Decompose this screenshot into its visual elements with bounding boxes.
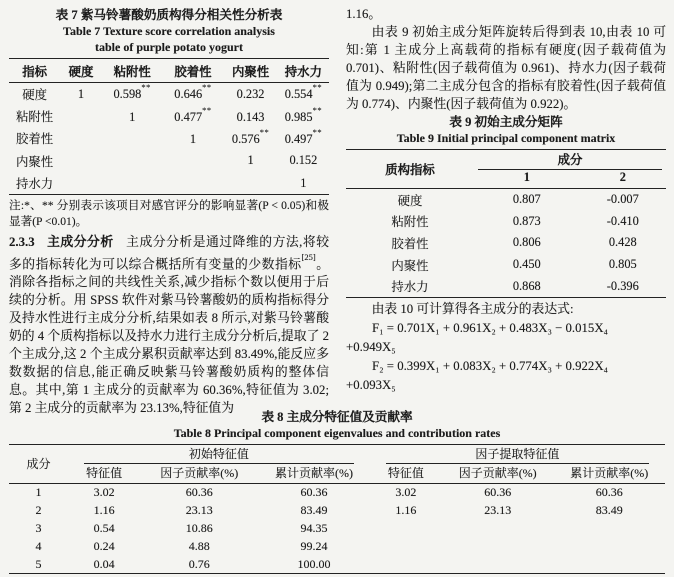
row-label: 4 xyxy=(35,538,42,553)
cell-value: 1 xyxy=(189,132,197,146)
row-label: 胶着性 xyxy=(16,132,54,147)
table-row xyxy=(346,232,666,254)
table-row xyxy=(9,484,665,502)
table7-caption-cn: 表 7 紫马铃薯酸奶质构得分相关性分析表 xyxy=(55,8,283,22)
cell-value: 0.04 xyxy=(93,556,115,571)
carryover-line: 1.16。 xyxy=(346,7,382,21)
cell-value xyxy=(60,105,102,127)
cell-value: -0.410 xyxy=(606,213,639,228)
cell-value xyxy=(60,150,102,172)
cell-value: 60.36 xyxy=(185,485,213,500)
cell-value: 0.497** xyxy=(284,126,323,146)
table9-caption-en: Table 9 Initial principal component matrix xyxy=(396,131,616,146)
cell-value xyxy=(553,537,665,555)
cell-value xyxy=(553,555,665,573)
cell-value xyxy=(370,537,442,555)
row-label: 硬度 xyxy=(397,193,423,208)
cell-value: 0.868 xyxy=(512,278,541,293)
table8-caption-en: Table 8 Principal component eigenvalues and contribution rates xyxy=(173,426,501,440)
column-header: 硬度 xyxy=(60,59,102,83)
cell-value: 100.00 xyxy=(297,556,331,571)
column-header: 成分 xyxy=(9,444,68,484)
significance-mark: ** xyxy=(312,82,323,93)
significance-mark: ** xyxy=(312,126,323,137)
cell-value: 0.806 xyxy=(512,235,541,250)
group-header-initial: 初始特征值 xyxy=(68,444,370,464)
section-number: 2.3.3 xyxy=(9,235,35,250)
table-row xyxy=(346,254,666,276)
table8-section xyxy=(9,409,665,574)
row-label: 5 xyxy=(35,556,42,571)
table9-caption-cn: 表 9 初始主成分矩阵 xyxy=(449,115,563,130)
table8-eigenvalues xyxy=(9,444,665,574)
table7-correlation xyxy=(9,58,329,195)
row-label: 粘附性 xyxy=(16,110,54,125)
column-header: 特征值 xyxy=(370,464,442,484)
cell-value: 83.49 xyxy=(300,503,328,518)
table-row xyxy=(9,502,665,520)
cell-value: 1.16 xyxy=(93,503,115,518)
row-label: 3 xyxy=(35,520,42,535)
column-header: 累计贡献率(%) xyxy=(553,464,665,484)
right-paragraph: 由表 9 初始主成分矩阵旋转后得到表 10,由表 10 可知:第 1 主成分上高载荷的指标有硬度(因子载荷值为 0.701)、粘附性(因子载荷值为 0.961)、持水力(因子载荷值为 0.949);第二主成分包含的指标有胶着性(因子载荷值为 0.774)、内聚性(因子载荷值为 0.922)。 xyxy=(346,24,666,111)
cell-value xyxy=(102,127,163,149)
cell-value: 0.598** xyxy=(113,82,151,102)
row-label: 持水力 xyxy=(16,177,54,192)
cell-value: -0.007 xyxy=(606,192,639,207)
cell-value: 3.02 xyxy=(395,485,417,500)
row-label: 内聚性 xyxy=(16,154,54,169)
group-header-extracted: 因子提取特征值 xyxy=(370,444,665,464)
table-row xyxy=(346,188,666,210)
column-header: 内聚性 xyxy=(223,59,277,83)
cell-value: 0.24 xyxy=(93,538,115,553)
row-label: 胶着性 xyxy=(391,236,429,251)
table8-caption-cn: 表 8 主成分特征值及贡献率 xyxy=(261,410,413,424)
cell-value: 4.88 xyxy=(188,538,210,553)
column-header: 因子贡献率(%) xyxy=(140,464,258,484)
cell-value: 60.36 xyxy=(595,485,623,500)
cell-value: 23.13 xyxy=(185,503,213,518)
cell-value: 0.554** xyxy=(284,82,323,102)
section-text: 。消除各指标之间的共线性关系,减少指标个数以便用于后续的分析。用 SPSS 软件对紫马铃薯酸奶的质构指标得分及持水性进行主成分分析,结果如表 8 所示,对紫马铃薯酸奶的 4 个质构指标以及持水力进行主成分分析后,提取了 2 个主成分,这 2 个主成分累积贡献率达到 83.49%,能反应多数数据的信息,能正确反映紫马铃薯酸奶质构的整体信息。其中,第 1 主成分的贡献率为 60.36%,特征值为 3.02;第 2 主成分的贡献率为 23.13%,特征值为 xyxy=(9,257,329,415)
row-label: 1 xyxy=(35,485,42,500)
column-header: 质构指标 xyxy=(346,149,474,188)
cell-value xyxy=(102,172,163,195)
cell-value xyxy=(553,520,665,538)
column-header: 累计贡献率(%) xyxy=(258,464,370,484)
table8-subheader-row xyxy=(9,464,665,484)
left-column xyxy=(9,6,330,415)
cell-value xyxy=(223,172,277,195)
cell-value: 1 xyxy=(300,175,307,190)
cell-value: 99.24 xyxy=(300,538,328,553)
table-row xyxy=(9,537,665,555)
significance-mark: ** xyxy=(202,104,212,115)
cell-value: 23.13 xyxy=(484,503,512,518)
cell-value: 0.985** xyxy=(284,104,323,124)
table7-caption-en-line1: Table 7 Texture score correlation analysis xyxy=(63,24,275,38)
significance-mark: ** xyxy=(312,104,323,115)
row-label: 内聚性 xyxy=(391,258,429,273)
cell-value xyxy=(442,520,554,538)
table-row xyxy=(9,520,665,538)
cell-value xyxy=(442,555,554,573)
cell-value: 0.450 xyxy=(512,257,541,272)
table9-group-header-row xyxy=(346,149,666,170)
cell-value xyxy=(442,537,554,555)
right-column xyxy=(346,6,666,405)
column-header: 2 xyxy=(580,170,666,188)
row-label: 2 xyxy=(35,503,42,518)
cell-value: -0.396 xyxy=(606,278,639,293)
cell-value xyxy=(60,127,102,149)
table-row xyxy=(9,105,329,127)
cell-value xyxy=(163,172,224,195)
group-header: 成分 xyxy=(474,149,666,170)
column-header: 指标 xyxy=(9,59,60,83)
formula-f2-line2: +0.093X₅ xyxy=(346,377,396,392)
cell-value: 0.576** xyxy=(231,126,270,146)
significance-mark: ** xyxy=(259,126,270,137)
cell-value xyxy=(163,150,224,172)
cell-value: 0.873 xyxy=(512,213,541,228)
table-row xyxy=(9,82,329,105)
table7-caption-en-line2: table of purple potato yogurt xyxy=(95,39,243,54)
cell-value: 0.143 xyxy=(236,109,265,124)
column-header: 胶着性 xyxy=(163,59,224,83)
row-label: 硬度 xyxy=(22,87,47,102)
table8-group-header-row xyxy=(9,444,665,464)
row-label: 持水力 xyxy=(391,280,429,295)
cell-value: 83.49 xyxy=(595,503,623,518)
table9-initial-matrix xyxy=(346,149,666,298)
section-2-3-3-paragraph xyxy=(9,234,329,417)
cell-value: 60.36 xyxy=(484,485,512,500)
formula-f2-line1: F₂ = 0.399X₁ + 0.083X₂ + 0.774X₃ + 0.922X₄ xyxy=(372,358,609,373)
table7-footnote: 注:*、** 分别表示该项目对感官评分的影响显著(P < 0.05)和极显著(P <0.01)。 xyxy=(9,199,329,228)
cell-value: 1 xyxy=(247,153,254,168)
column-header: 持水力 xyxy=(278,59,329,83)
table-row xyxy=(9,555,665,573)
cell-value: 0.152 xyxy=(289,153,318,168)
table-row xyxy=(9,127,329,149)
section-text: 主成分分析是通过降维的方法,将较多的指标转化为可以综合概括所有变量的少数指标 xyxy=(9,235,330,272)
formula-f1-line1: F₁ = 0.701X₁ + 0.961X₂ + 0.483X₃ − 0.015X₄ xyxy=(372,320,609,335)
column-header: 1 xyxy=(474,170,580,188)
cell-value: 3.02 xyxy=(93,485,115,500)
cell-value xyxy=(370,520,442,538)
cell-value xyxy=(102,150,163,172)
row-label: 粘附性 xyxy=(391,215,429,230)
table-row xyxy=(9,150,329,172)
citation-ref: [25] xyxy=(301,252,316,263)
significance-mark: ** xyxy=(141,82,151,93)
cell-value: 0.805 xyxy=(608,257,637,272)
cell-value: 0.54 xyxy=(93,520,115,535)
two-column-body xyxy=(9,6,666,415)
cell-value xyxy=(60,172,102,195)
formula-f1-line2: +0.949X₅ xyxy=(346,339,396,354)
table-row xyxy=(9,172,329,195)
cell-value: 1 xyxy=(129,109,136,124)
column-header: 粘附性 xyxy=(102,59,163,83)
cell-value: 0.428 xyxy=(608,235,637,250)
column-header: 特征值 xyxy=(68,464,140,484)
cell-value: 0.807 xyxy=(512,192,541,207)
cell-value: 10.86 xyxy=(185,520,213,535)
table7-header-row xyxy=(9,59,329,83)
significance-mark: ** xyxy=(202,82,212,93)
cell-value: 0.477** xyxy=(174,104,212,124)
cell-value: 94.35 xyxy=(300,520,328,535)
cell-value: 0.646** xyxy=(174,82,212,102)
section-title: 主成分分析 xyxy=(46,235,114,250)
table-row xyxy=(346,275,666,297)
table-row xyxy=(346,211,666,233)
cell-value: 0.232 xyxy=(236,87,265,102)
column-header: 因子贡献率(%) xyxy=(442,464,554,484)
cell-value: 1 xyxy=(77,87,85,102)
cell-value xyxy=(370,555,442,573)
expression-intro: 由表 10 可计算得各主成分的表达式: xyxy=(371,301,574,316)
cell-value: 1.16 xyxy=(395,503,417,518)
cell-value: 60.36 xyxy=(300,485,328,500)
cell-value: 0.76 xyxy=(188,556,210,571)
